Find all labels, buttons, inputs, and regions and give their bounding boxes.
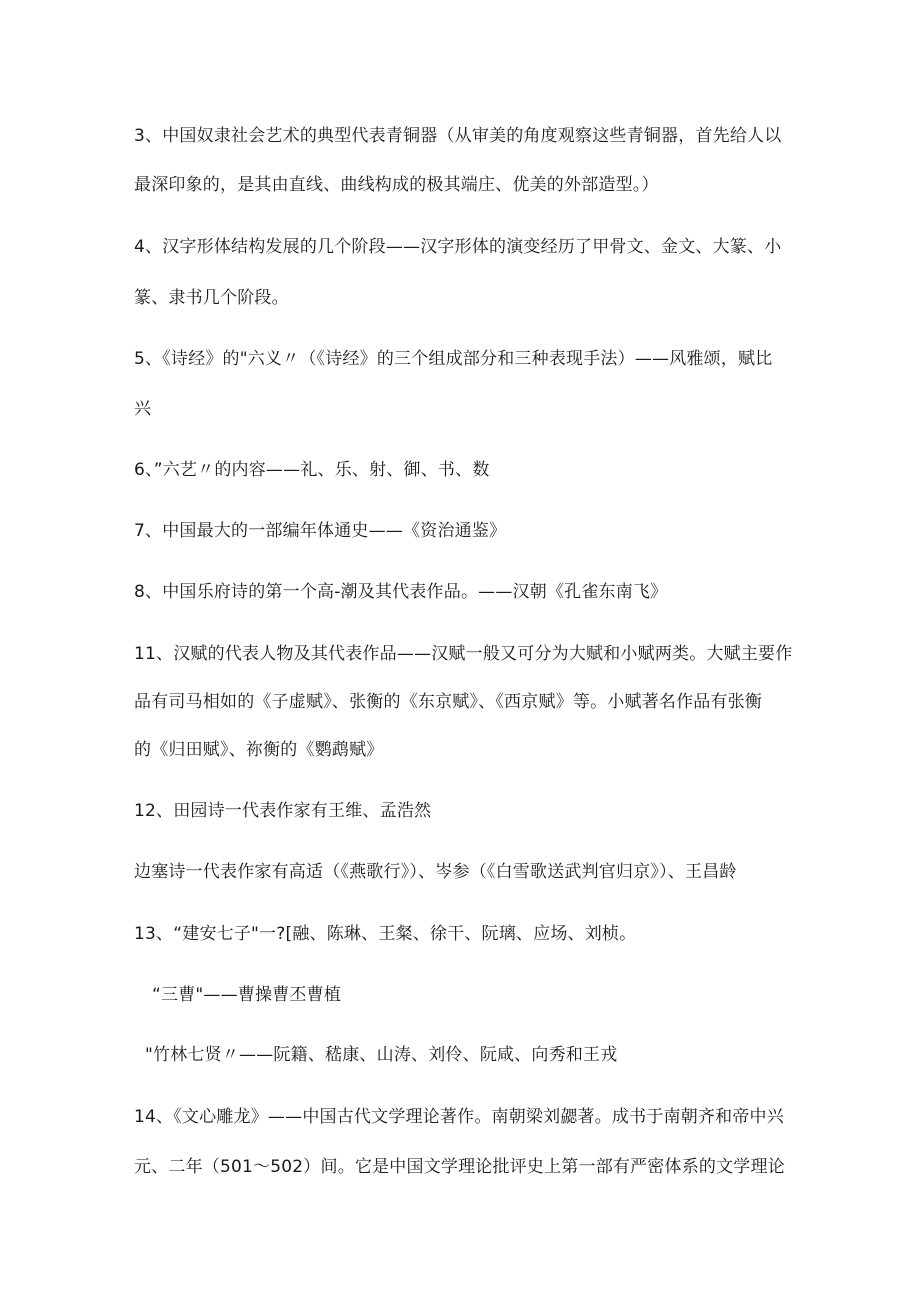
line-item-11-part1: 11、汉赋的代表人物及其代表作品——汉赋一般又可分为大赋和小赋两类。大赋主要作 xyxy=(134,644,793,664)
line-item-13-part3: "竹林七贤〃——阮籍、嵇康、山涛、刘伶、阮咸、向秀和王戎 xyxy=(145,1045,618,1065)
line-item-14-part1: 14、《文心雕龙》——中国古代文学理论著作。南朝梁刘勰著。成书于南朝齐和帝中兴 xyxy=(134,1107,784,1127)
line-item-13-part2: “三曹"——曹操曹丕曹植 xyxy=(152,985,342,1005)
line-item-14-part2: 元、二年（501～502）间。它是中国文学理论批评史上第一部有严密体系的文学理论 xyxy=(134,1157,785,1177)
line-item-6: 6、”六艺〃的内容——礼、乐、射、御、书、数 xyxy=(134,460,490,480)
line-item-13-part1: 13、“建安七子"一?[融、陈琳、王粲、徐干、阮璃、应场、刘桢。 xyxy=(134,924,637,944)
line-item-4-part1: 4、汉字形体结构发展的几个阶段——汉字形体的演变经历了甲骨文、金文、大篆、小 xyxy=(134,237,782,257)
line-item-4-part2: 篆、隶书几个阶段。 xyxy=(134,288,289,308)
line-item-11-part3: 的《归田赋》、祢衡的《鹦鹉赋》 xyxy=(134,740,384,760)
line-item-12-part2: 边塞诗一代表作家有高适（《燕歌行》）、岑参（《白雪歌送武判官归京》）、王昌龄 xyxy=(134,862,737,882)
line-item-5-part1: 5、《诗经》的"六义〃（《诗经》的三个组成部分和三种表现手法）——风雅颂，赋比 xyxy=(134,349,773,369)
line-item-8: 8、中国乐府诗的第一个高-潮及其代表作品。——汉朝《孔雀东南飞》 xyxy=(134,582,668,602)
line-item-5-part2: 兴 xyxy=(134,399,152,419)
line-item-3-part2: 最深印象的，是其由直线、曲线构成的极其端庄、优美的外部造型。） xyxy=(134,175,659,195)
line-item-12-part1: 12、田园诗一代表作家有王维、孟浩然 xyxy=(134,801,432,821)
line-item-7: 7、中国最大的一部编年体通史——《资治通鉴》 xyxy=(134,521,507,541)
line-item-3-part1: 3、中国奴隶社会艺术的典型代表青铜器（从审美的角度观察这些青铜器，首先给人以 xyxy=(134,126,782,146)
line-item-11-part2: 品有司马相如的《子虚赋》、张衡的《东京赋》、《西京赋》等。小赋著名作品有张衡 xyxy=(134,692,763,712)
